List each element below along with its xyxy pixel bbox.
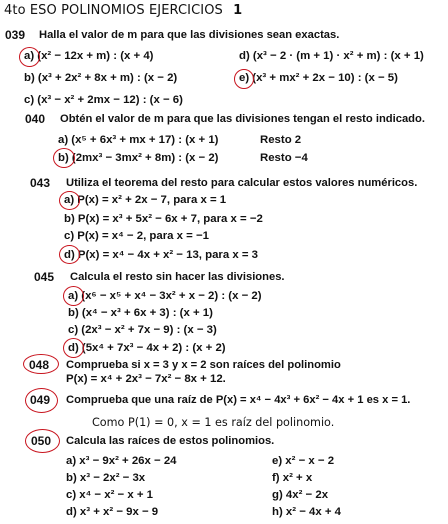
exercise-050-question: Calcula las raíces de estos polinomios. xyxy=(66,435,275,447)
exercise-039-item-a: a) (x² − 12x + m) : (x + 4) xyxy=(24,50,154,62)
exercise-049-note: Como P(1) = 0, x = 1 es raíz del polinomio. xyxy=(92,416,335,429)
exercise-number-050: 050 xyxy=(31,434,52,448)
exercise-050-item-h: h) x² − 4x + 4 xyxy=(272,506,342,518)
exercise-050-item-a: a) x³ − 9x² + 26x − 24 xyxy=(66,455,177,467)
exercise-number-040: 040 xyxy=(25,112,46,126)
red-circle-mark xyxy=(234,69,254,89)
exercise-043-item-c: c) P(x) = x⁴ − 2, para x = −1 xyxy=(64,230,209,242)
exercise-040-item-b: b) (2mx³ − 3mx² + 8m) : (x − 2) xyxy=(58,152,219,164)
exercise-number-049: 049 xyxy=(30,393,51,407)
exercise-number-045: 045 xyxy=(34,270,55,284)
exercise-039-item-d: d) (x³ − 2 · (m + 1) · x² + m) : (x + 1) xyxy=(239,50,424,62)
exercise-043-item-d: d) P(x) = x⁴ − 4x + x² − 13, para x = 3 xyxy=(64,249,259,261)
red-circle-mark xyxy=(25,429,60,453)
exercise-048-question: Comprueba si x = 3 y x = 2 son raíces del polinomio xyxy=(66,359,341,371)
red-circle-mark xyxy=(53,148,75,168)
red-circle-mark xyxy=(63,286,84,306)
exercise-040-item-a-rest: Resto 2 xyxy=(260,134,302,146)
exercise-045-question: Calcula el resto sin hacer las divisiones. xyxy=(70,271,285,283)
exercise-040-item-b-rest: Resto −4 xyxy=(260,152,308,164)
exercise-number-039: 039 xyxy=(5,28,26,42)
exercise-050-item-c: c) x⁴ − x² − x + 1 xyxy=(66,489,154,501)
exercise-050-item-g: g) 4x² − 2x xyxy=(272,489,329,501)
exercise-043-item-a: a) P(x) = x² + 2x − 7, para x = 1 xyxy=(64,194,227,206)
exercise-043-item-b: b) P(x) = x³ + 5x² − 6x + 7, para x = −2 xyxy=(64,213,263,225)
red-circle-mark xyxy=(59,245,80,264)
exercise-050-item-e: e) x² − x − 2 xyxy=(272,455,335,467)
exercise-040-item-a: a) (x⁵ + 6x³ + mx + 17) : (x + 1) xyxy=(58,134,219,146)
exercise-050-item-b: b) x³ − 2x² − 3x xyxy=(66,472,146,484)
exercise-043-question: Utiliza el teorema del resto para calcular estos valores numéricos. xyxy=(66,177,418,189)
exercise-045-item-c: c) (2x³ − x² + 7x − 9) : (x − 3) xyxy=(68,324,217,336)
exercise-039-item-b: b) (x³ + 2x² + 8x + m) : (x − 2) xyxy=(24,72,178,84)
red-circle-mark xyxy=(25,388,58,413)
exercise-050-item-d: d) x³ + x² − 9x − 9 xyxy=(66,506,159,518)
exercise-040-question: Obtén el valor de m para que las divisiones tengan el resto indicado. xyxy=(60,113,425,125)
red-circle-mark xyxy=(23,354,59,374)
page-number: 1 xyxy=(233,3,243,18)
exercise-049-question: Comprueba que una raíz de P(x) = x⁴ − 4x³ + 6x² − 4x + 1 es x = 1. xyxy=(66,394,411,406)
exercise-045-item-a: a) (x⁶ − x⁵ + x⁴ − 3x² + x − 2) : (x − 2) xyxy=(68,290,262,302)
red-circle-mark xyxy=(19,47,40,67)
exercise-039-question: Halla el valor de m para que las divisiones sean exactas. xyxy=(39,29,340,41)
title-text: 4to ESO POLINOMIOS EJERCICIOS xyxy=(4,3,223,18)
exercise-045-item-b: b) (x⁴ − x³ + 6x + 3) : (x + 1) xyxy=(68,307,213,319)
exercise-039-item-c: c) (x³ − x² + 2mx − 12) : (x − 6) xyxy=(24,94,183,106)
red-circle-mark xyxy=(63,338,84,358)
exercise-045-item-d: d) (5x⁴ + 7x³ − 4x + 2) : (x + 2) xyxy=(68,342,226,354)
exercise-048-polynomial: P(x) = x⁴ + 2x³ − 7x² − 8x + 12. xyxy=(66,373,226,385)
exercise-039-item-e: e) (x³ + mx² + 2x − 10) : (x − 5) xyxy=(239,72,398,84)
exercise-050-item-f: f) x² + x xyxy=(272,472,313,484)
page-title xyxy=(4,3,242,18)
exercise-number-043: 043 xyxy=(30,176,51,190)
exercise-number-048: 048 xyxy=(29,358,50,372)
red-circle-mark xyxy=(59,191,80,210)
